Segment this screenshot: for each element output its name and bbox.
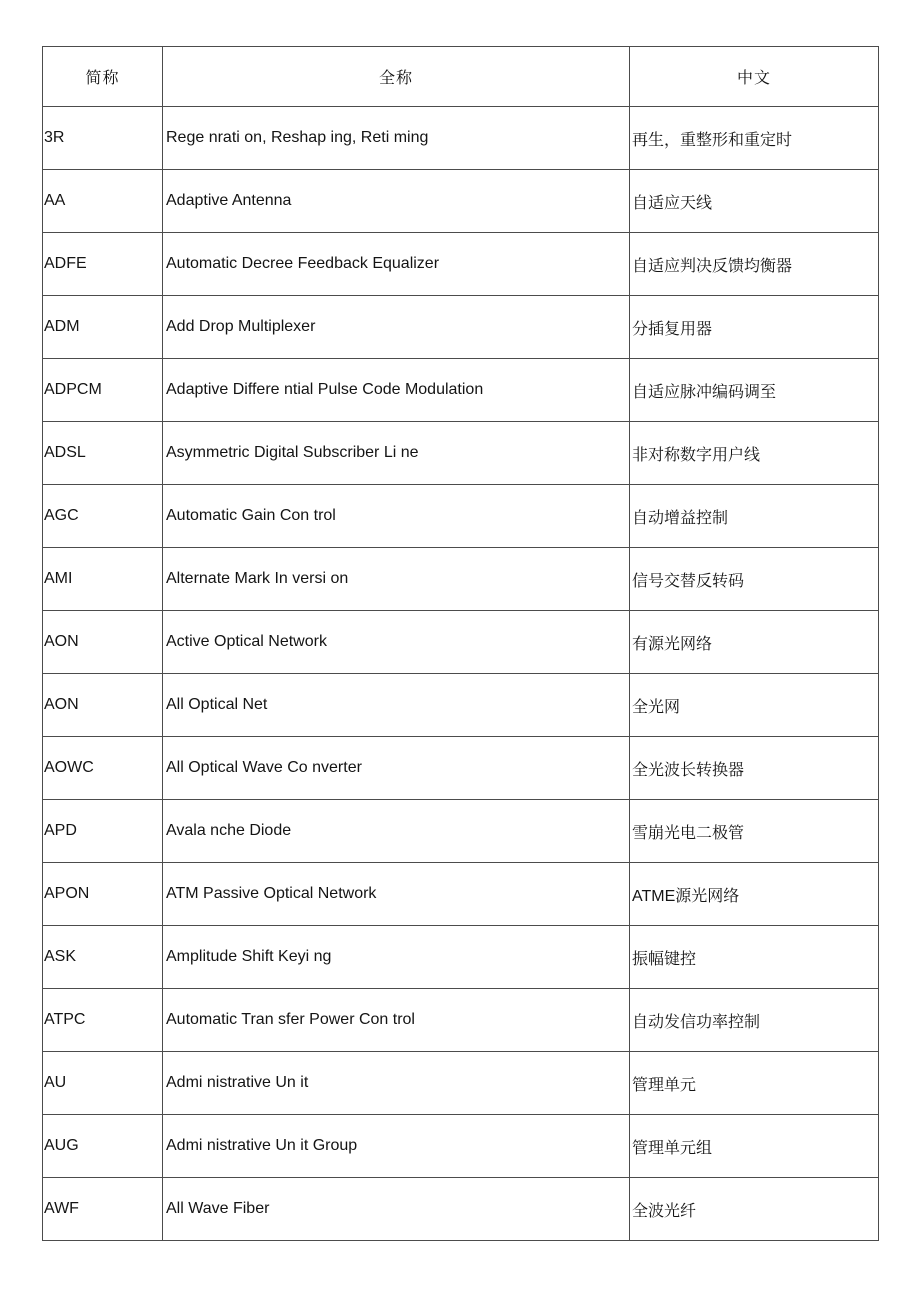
fullname-cell: All Wave Fiber (163, 1178, 630, 1241)
chinese-cell: 全光网 (630, 674, 879, 737)
fullname-cell: Asymmetric Digital Subscriber Li ne (163, 422, 630, 485)
table-row (43, 107, 879, 170)
fullname-cell: Automatic Decree Feedback Equalizer (163, 233, 630, 296)
chinese-cell: 管理单元 (630, 1052, 879, 1115)
abbr-cell: ADM (43, 296, 163, 359)
table-row (43, 1178, 879, 1241)
fullname-cell: Rege nrati on, Reshap ing, Reti ming (163, 107, 630, 170)
chinese-cell: 再生，重整形和重定时 (630, 107, 879, 170)
fullname-cell: Adaptive Antenna (163, 170, 630, 233)
fullname-cell: Automatic Gain Con trol (163, 485, 630, 548)
abbr-cell: AON (43, 674, 163, 737)
table-row (43, 800, 879, 863)
chinese-cell: 振幅键控 (630, 926, 879, 989)
chinese-cell: 全波光纤 (630, 1178, 879, 1241)
table-row (43, 863, 879, 926)
chinese-cell: 有源光网络 (630, 611, 879, 674)
table-row (43, 359, 879, 422)
fullname-cell: Alternate Mark In versi on (163, 548, 630, 611)
header-fullname: 全称 (163, 47, 630, 107)
abbr-cell: 3R (43, 107, 163, 170)
table-row (43, 1115, 879, 1178)
chinese-cell: 自动增益控制 (630, 485, 879, 548)
chinese-cell: 分插复用器 (630, 296, 879, 359)
table-row (43, 611, 879, 674)
table-row (43, 989, 879, 1052)
fullname-cell: Add Drop Multiplexer (163, 296, 630, 359)
header-row (43, 47, 879, 107)
table-row (43, 926, 879, 989)
fullname-cell: Adaptive Differe ntial Pulse Code Modulation (163, 359, 630, 422)
abbreviation-glossary-table (42, 46, 879, 1241)
fullname-cell: Automatic Tran sfer Power Con trol (163, 989, 630, 1052)
chinese-cell: 自适应天线 (630, 170, 879, 233)
table-row (43, 737, 879, 800)
chinese-cell: 雪崩光电二极管 (630, 800, 879, 863)
abbr-cell: ADPCM (43, 359, 163, 422)
abbr-cell: AA (43, 170, 163, 233)
fullname-cell: Admi nistrative Un it Group (163, 1115, 630, 1178)
header-chinese: 中文 (630, 47, 879, 107)
chinese-cell: 全光波长转换器 (630, 737, 879, 800)
table-row (43, 548, 879, 611)
chinese-cell: 非对称数字用户线 (630, 422, 879, 485)
abbr-cell: AOWC (43, 737, 163, 800)
fullname-cell: ATM Passive Optical Network (163, 863, 630, 926)
table-row (43, 233, 879, 296)
fullname-cell: Amplitude Shift Keyi ng (163, 926, 630, 989)
table-row (43, 296, 879, 359)
fullname-cell: Avala nche Diode (163, 800, 630, 863)
table-row (43, 422, 879, 485)
abbr-cell: AUG (43, 1115, 163, 1178)
chinese-cell: 管理单元组 (630, 1115, 879, 1178)
fullname-cell: Admi nistrative Un it (163, 1052, 630, 1115)
fullname-cell: Active Optical Network (163, 611, 630, 674)
table-row (43, 1052, 879, 1115)
table-body (43, 107, 879, 1241)
abbr-cell: AMI (43, 548, 163, 611)
chinese-cell: 自适应脉冲编码调至 (630, 359, 879, 422)
abbr-cell: AON (43, 611, 163, 674)
abbr-cell: APON (43, 863, 163, 926)
table-row (43, 485, 879, 548)
chinese-cell: ATME源光网络 (630, 863, 879, 926)
abbr-cell: AU (43, 1052, 163, 1115)
header-abbr: 简称 (43, 47, 163, 107)
fullname-cell: All Optical Net (163, 674, 630, 737)
abbr-cell: ASK (43, 926, 163, 989)
chinese-cell: 信号交替反转码 (630, 548, 879, 611)
table-row (43, 674, 879, 737)
abbr-cell: ADFE (43, 233, 163, 296)
abbr-cell: APD (43, 800, 163, 863)
abbr-cell: ADSL (43, 422, 163, 485)
table-row (43, 170, 879, 233)
chinese-cell: 自动发信功率控制 (630, 989, 879, 1052)
chinese-cell: 自适应判决反馈均衡器 (630, 233, 879, 296)
abbr-cell: AGC (43, 485, 163, 548)
abbr-cell: AWF (43, 1178, 163, 1241)
fullname-cell: All Optical Wave Co nverter (163, 737, 630, 800)
abbr-cell: ATPC (43, 989, 163, 1052)
